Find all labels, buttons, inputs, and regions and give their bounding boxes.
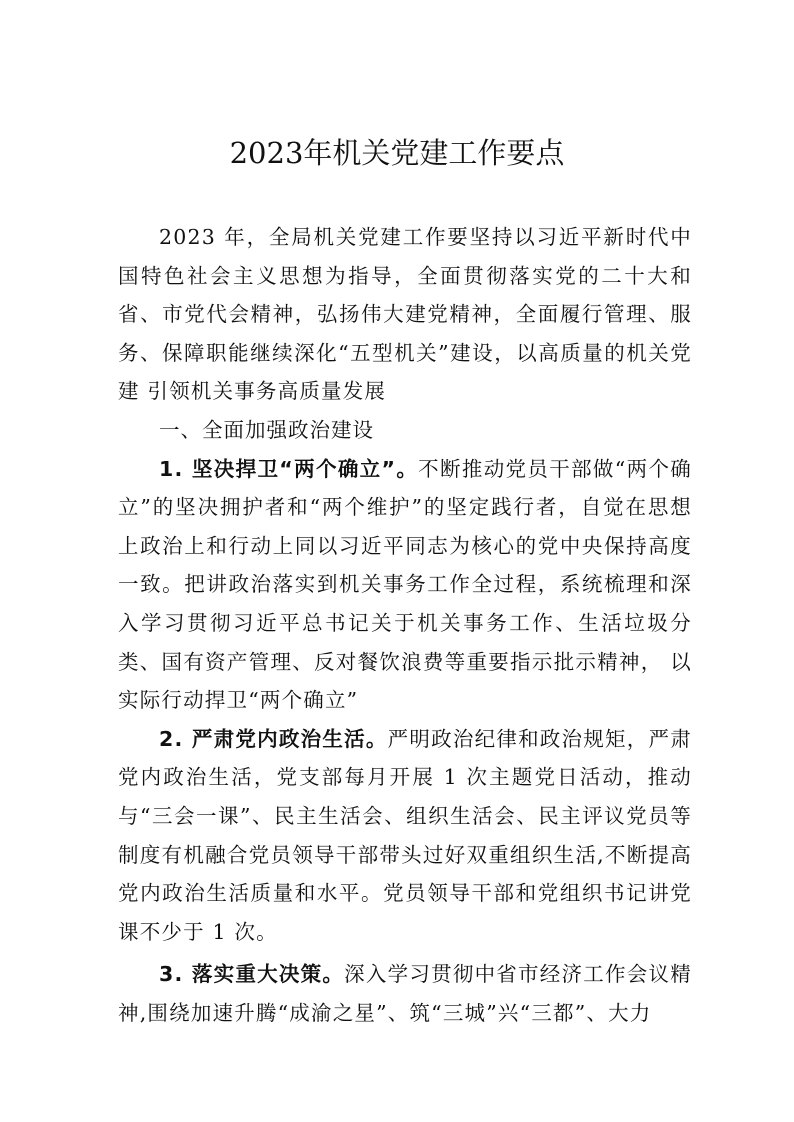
document-title: 2023年机关党建工作要点 — [229, 136, 565, 170]
item-heading: 2. 严肃党内政治生活。 — [159, 726, 388, 751]
item-heading: 3. 落实重大决策。 — [159, 962, 345, 987]
item-body: 严明政治纪律和政治规矩，严肃党内政治生活，党支部每月开展 1 次主题党日活动，推动与“三会一课”、民主生活会、组织生活会、民主评议党员等制度有机融合党员领导干部带头过好双重组织生活,不断提高党内政治生活质量和水平。党员领导干部和党组织书记讲党课不少于 1 次。 — [118, 726, 692, 944]
item-body: 不断推动党员干部做“两个确立”的坚决拥护者和“两个维护”的坚定践行者，自觉在思想上政治上和行动上同以习近平同志为核心的党中央保持高度一致。把讲政治落实到机关事务工作全过程，系统梳理和深入学习贯彻习近平总书记关于机关事务工作、生活垃圾分类、国有资产管理、反对餐饮浪费等重要指示批示精神， 以实际行动捍卫“两个确立” — [118, 456, 692, 713]
list-item — [118, 720, 692, 952]
list-item — [118, 955, 692, 1032]
item-heading: 1. 坚决捍卫“两个确立”。 — [159, 456, 419, 481]
item-body: 深入学习贯彻中省市经济工作会议精神,围绕加速升腾“成渝之星”、筑“三城”兴“三都”、大力 — [118, 962, 692, 1025]
intro-paragraph: 2023 年，全局机关党建工作要坚持以习近平新时代中国特色社会主义思想为指导，全面贯彻落实党的二十大和省、市党代会精神，弘扬伟大建党精神，全面履行管理、服务、保障职能继续深化“五型机关”建设，以高质量的机关党建 引领机关事务高质量发展 — [118, 225, 692, 404]
document-body — [118, 218, 692, 1032]
section-heading: 一、全面加强政治建设 — [159, 417, 374, 442]
list-item — [118, 450, 692, 720]
